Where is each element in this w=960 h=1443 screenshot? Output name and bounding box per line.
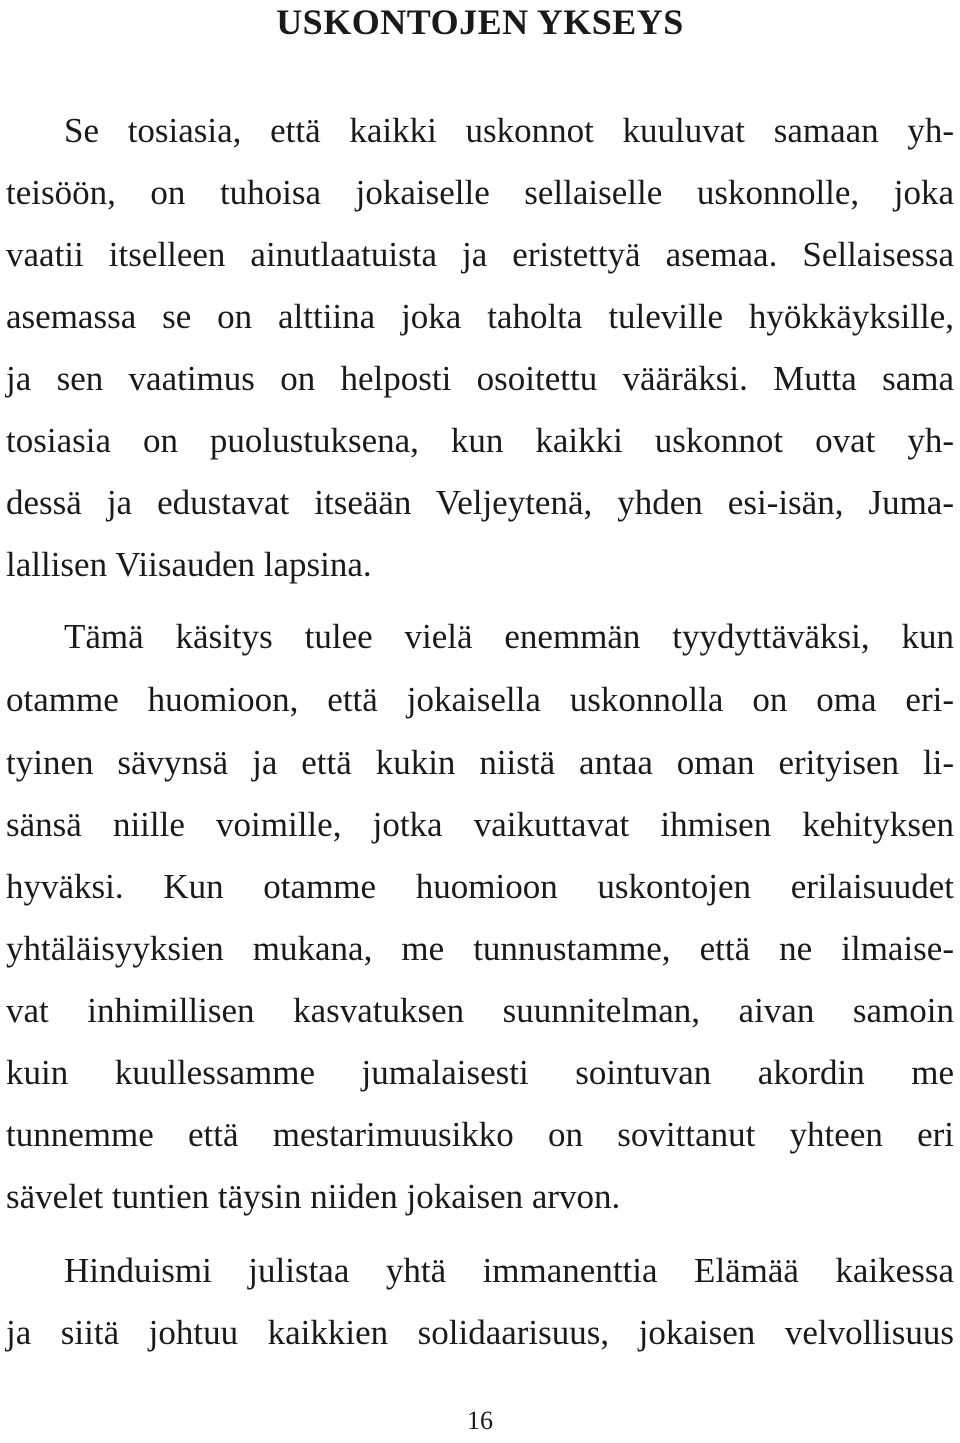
paragraph-2-line-2: otamme huomioon, että jokaisella uskonnolla on oma eri- [6,680,954,719]
paragraph-1-line-8: lallisen Viisauden lapsina. [6,545,372,584]
page-number: 16 [467,1406,493,1435]
paragraph-2-line-3: tyinen sävynsä ja että kukin niistä antaa oman erityisen li- [6,743,954,782]
paragraph-2-line-5: hyväksi. Kun otamme huomioon uskontojen erilaisuudet [6,867,954,906]
paragraph-1-line-6: tosiasia on puolustuksena, kun kaikki uskonnot ovat yh- [6,421,954,460]
paragraph-1-line-3: vaatii itselleen ainutlaatuista ja eristettyä asemaa. Sellaisessa [6,235,954,274]
paragraph-2-line-8: kuin kuullessamme jumalaisesti sointuvan akordin me [6,1053,954,1092]
paragraph-2-line-1: Tämä käsitys tulee vielä enemmän tyydyttäväksi, kun [64,617,954,656]
paragraph-3-line-1: Hinduismi julistaa yhtä immanenttia Elämää kaikessa [64,1251,954,1290]
paragraph-1-line-2: teisöön, on tuhoisa jokaiselle sellaiselle uskonnolle, joka [6,173,954,212]
paragraph-3-line-2: ja siitä johtuu kaikkien solidaarisuus, jokaisen velvollisuus [6,1313,954,1352]
paragraph-2-line-4: sänsä niille voimille, jotka vaikuttavat ihmisen kehityksen [6,805,954,844]
paragraph-1-line-4: asemassa se on alttiina joka taholta tuleville hyökkäyksille, [6,297,954,336]
chapter-title: USKONTOJEN YKSEYS [276,2,684,42]
paragraph-1-line-5: ja sen vaatimus on helposti osoitettu vääräksi. Mutta sama [6,359,954,398]
paragraph-2-line-6: yhtäläisyyksien mukana, me tunnustamme, että ne ilmaise- [6,929,954,968]
paragraph-1-line-1: Se tosiasia, että kaikki uskonnot kuuluvat samaan yh- [64,111,954,150]
paragraph-2-line-9: tunnemme että mestarimuusikko on sovittanut yhteen eri [6,1115,954,1154]
paragraph-2-line-7: vat inhimillisen kasvatuksen suunnitelman, aivan samoin [6,991,954,1030]
paragraph-1-line-7: dessä ja edustavat itseään Veljeytenä, yhden esi-isän, Juma- [6,483,954,522]
paragraph-2-line-10: sävelet tuntien täysin niiden jokaisen arvon. [6,1177,621,1216]
